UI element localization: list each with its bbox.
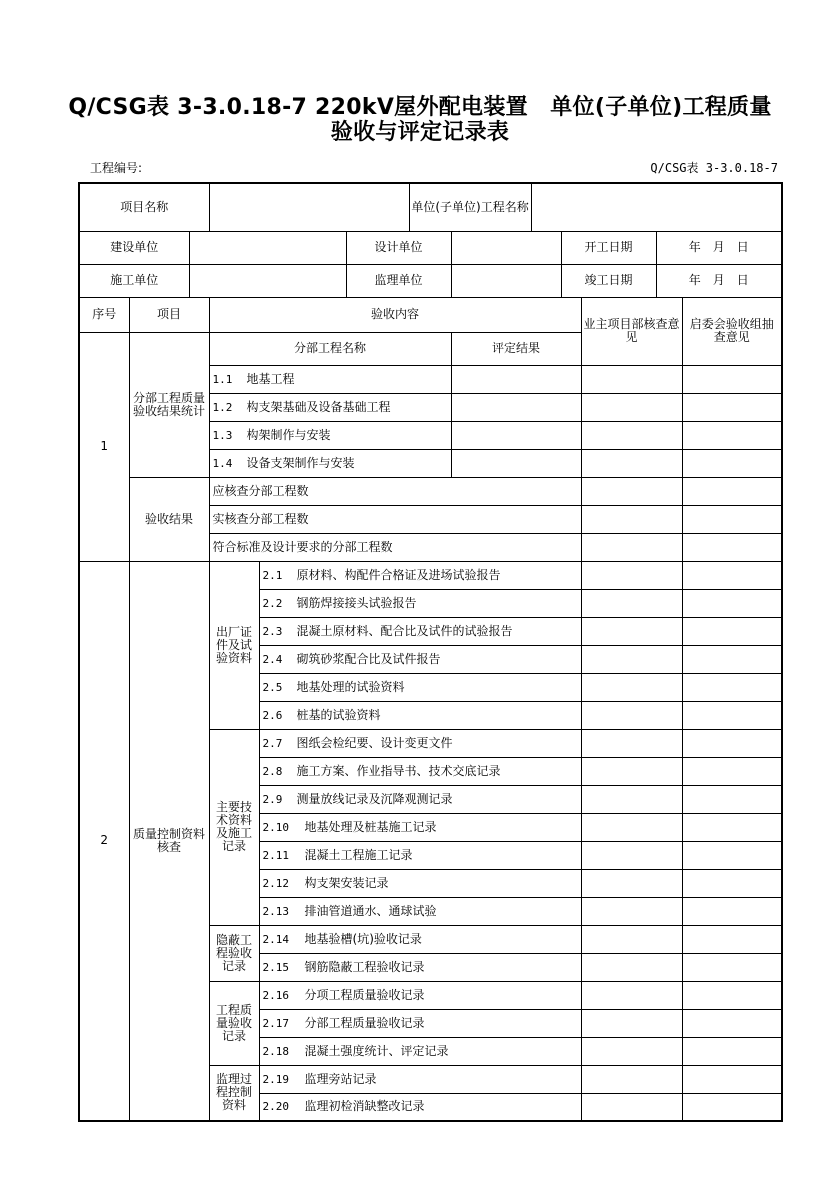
committee-opinion-cell[interactable] (682, 477, 782, 505)
committee-opinion-cell[interactable] (682, 449, 782, 477)
check-item (259, 953, 581, 981)
seq-header: 序号 (79, 297, 129, 332)
check-item (259, 561, 581, 589)
committee-opinion-cell[interactable] (682, 1009, 782, 1037)
subgroup-label: 监理过程控制资料 (209, 1065, 259, 1121)
owner-opinion-cell[interactable] (581, 757, 682, 785)
item-number: 2.18 (262, 1044, 290, 1058)
item-number: 2.8 (262, 764, 283, 778)
acceptance-row-label: 实核查分部工程数 (209, 505, 581, 533)
check-item (259, 785, 581, 813)
result-header: 评定结果 (451, 332, 581, 365)
item-label: 分项工程质量验收记录 (304, 987, 425, 1002)
subgroup-label: 隐蔽工程验收记录 (209, 925, 259, 981)
item-number: 1.4 (212, 456, 233, 470)
section2-seq: 2 (79, 561, 129, 1121)
item-header: 项目 (129, 297, 209, 332)
item-number: 2.19 (262, 1072, 290, 1086)
section2-group: 质量控制资料核查 (129, 561, 209, 1121)
committee-opinion-cell[interactable] (682, 589, 782, 617)
item-label: 排油管道通水、通球试验 (304, 903, 437, 918)
owner-opinion-cell[interactable] (581, 841, 682, 869)
committee-opinion-cell[interactable] (682, 1037, 782, 1065)
item-label: 图纸会检纪要、设计变更文件 (296, 735, 453, 750)
start-date-field[interactable]: 年 月 日 (656, 231, 782, 264)
item-number: 2.20 (262, 1100, 290, 1114)
item-label: 钢筋隐蔽工程验收记录 (304, 959, 425, 974)
evaluation-result-cell[interactable] (451, 393, 581, 421)
item-number: 2.4 (262, 652, 283, 666)
item-number: 2.7 (262, 736, 283, 750)
committee-opinion-cell[interactable] (682, 673, 782, 701)
committee-opinion-cell[interactable] (682, 421, 782, 449)
sub-name-header: 分部工程名称 (209, 332, 451, 365)
item-label: 分部工程质量验收记录 (304, 1015, 425, 1030)
design-unit-field[interactable] (451, 231, 561, 264)
owner-opinion-cell[interactable] (581, 813, 682, 841)
item-label: 混凝土原材料、配合比及试件的试验报告 (296, 623, 513, 638)
sub-project-name (209, 365, 451, 393)
table-row (79, 477, 782, 505)
subgroup-label: 工程质量验收记录 (209, 981, 259, 1065)
finish-date-label: 竣工日期 (561, 264, 656, 297)
committee-opinion-cell[interactable] (682, 953, 782, 981)
item-number: 2.13 (262, 904, 290, 918)
sub-project-name (209, 449, 451, 477)
committee-opinion-cell[interactable] (682, 841, 782, 869)
committee-opinion-cell[interactable] (682, 981, 782, 1009)
build-unit-label: 建设单位 (79, 231, 189, 264)
owner-opinion-cell[interactable] (581, 869, 682, 897)
sub-project-name (209, 393, 451, 421)
owner-opinion-cell[interactable] (581, 561, 682, 589)
check-item (259, 813, 581, 841)
committee-opinion-cell[interactable] (682, 729, 782, 757)
acceptance-record-table (78, 182, 783, 1122)
finish-date-field[interactable]: 年 月 日 (656, 264, 782, 297)
check-item (259, 757, 581, 785)
item-number: 1.2 (212, 400, 233, 414)
committee-opinion-cell[interactable] (682, 869, 782, 897)
item-label: 地基工程 (246, 371, 295, 386)
owner-opinion-cell[interactable] (581, 393, 682, 421)
owner-opinion-cell[interactable] (581, 421, 682, 449)
item-number: 1.1 (212, 372, 233, 386)
section1-group: 分部工程质量验收结果统计 (129, 332, 209, 477)
item-number: 2.14 (262, 932, 290, 946)
committee-opinion-cell[interactable] (682, 505, 782, 533)
unit-project-name-label: 单位(子单位)工程名称 (409, 183, 531, 231)
check-item (259, 589, 581, 617)
owner-opinion-cell[interactable] (581, 953, 682, 981)
item-number: 2.1 (262, 568, 283, 582)
check-item (259, 1093, 581, 1121)
table-row (79, 561, 782, 589)
item-label: 钢筋焊接接头试验报告 (296, 595, 417, 610)
construction-unit-label: 施工单位 (79, 264, 189, 297)
committee-opinion-cell[interactable] (682, 897, 782, 925)
owner-opinion-cell[interactable] (581, 449, 682, 477)
owner-opinion-cell[interactable] (581, 589, 682, 617)
owner-opinion-cell[interactable] (581, 1037, 682, 1065)
owner-opinion-cell[interactable] (581, 897, 682, 925)
committee-opinion-cell[interactable] (682, 925, 782, 953)
owner-opinion-cell[interactable] (581, 365, 682, 393)
evaluation-result-cell[interactable] (451, 421, 581, 449)
build-unit-field[interactable] (189, 231, 346, 264)
item-label: 桩基的试验资料 (296, 707, 381, 722)
item-number: 2.10 (262, 820, 290, 834)
item-label: 测量放线记录及沉降观测记录 (296, 791, 453, 806)
check-item (259, 1065, 581, 1093)
item-label: 地基处理的试验资料 (296, 679, 405, 694)
committee-opinion-cell[interactable] (682, 785, 782, 813)
committee-opinion-cell[interactable] (682, 617, 782, 645)
form-code: Q/CSG表 3-3.0.18-7 (650, 161, 778, 175)
item-label: 设备支架制作与安装 (246, 455, 355, 470)
design-unit-label: 设计单位 (346, 231, 451, 264)
evaluation-result-cell[interactable] (451, 449, 581, 477)
item-label: 构支架安装记录 (304, 875, 389, 890)
check-item (259, 729, 581, 757)
check-item (259, 645, 581, 673)
committee-opinion-cell[interactable] (682, 365, 782, 393)
item-label: 监理初检消缺整改记录 (304, 1099, 425, 1114)
owner-opinion-cell[interactable] (581, 617, 682, 645)
item-label: 原材料、构配件合格证及进场试验报告 (296, 567, 501, 582)
project-name-field[interactable] (209, 183, 409, 231)
committee-opinion-header: 启委会验收组抽查意见 (682, 297, 782, 365)
item-number: 1.3 (212, 428, 233, 442)
owner-opinion-cell[interactable] (581, 645, 682, 673)
check-item (259, 1037, 581, 1065)
check-item (259, 673, 581, 701)
item-label: 砌筑砂浆配合比及试件报告 (296, 651, 441, 666)
owner-opinion-header: 业主项目部核查意见 (581, 297, 682, 365)
check-item (259, 925, 581, 953)
check-item (259, 841, 581, 869)
check-item (259, 701, 581, 729)
item-number: 2.3 (262, 624, 283, 638)
acceptance-row-label: 符合标准及设计要求的分部工程数 (209, 533, 581, 561)
item-label: 地基处理及桩基施工记录 (304, 819, 437, 834)
committee-opinion-cell[interactable] (682, 1093, 782, 1121)
owner-opinion-cell[interactable] (581, 673, 682, 701)
start-date-label: 开工日期 (561, 231, 656, 264)
committee-opinion-cell[interactable] (682, 1065, 782, 1093)
item-number: 2.9 (262, 792, 283, 806)
supervision-unit-field[interactable] (451, 264, 561, 297)
committee-opinion-cell[interactable] (682, 533, 782, 561)
item-number: 2.15 (262, 960, 290, 974)
owner-opinion-cell[interactable] (581, 505, 682, 533)
item-number: 2.16 (262, 988, 290, 1002)
check-item (259, 1009, 581, 1037)
acceptance-row-label: 应核查分部工程数 (209, 477, 581, 505)
item-number: 2.5 (262, 680, 283, 694)
item-label: 监理旁站记录 (304, 1071, 377, 1086)
committee-opinion-cell[interactable] (682, 561, 782, 589)
subgroup-label: 主要技术资料及施工记录 (209, 729, 259, 925)
project-no-label: 工程编号: (90, 161, 143, 175)
owner-opinion-cell[interactable] (581, 1093, 682, 1121)
sub-project-name (209, 421, 451, 449)
owner-opinion-cell[interactable] (581, 1065, 682, 1093)
item-number: 2.11 (262, 848, 290, 862)
check-item (259, 897, 581, 925)
check-item (259, 981, 581, 1009)
item-number: 2.2 (262, 596, 283, 610)
evaluation-result-cell[interactable] (451, 365, 581, 393)
owner-opinion-cell[interactable] (581, 533, 682, 561)
item-label: 混凝土工程施工记录 (304, 847, 413, 862)
project-name-label: 项目名称 (79, 183, 209, 231)
page-title: Q/CSG表 3-3.0.18-7 220kV屋外配电装置 单位(子单位)工程质量验收与评定记录表 (68, 95, 772, 145)
owner-opinion-cell[interactable] (581, 925, 682, 953)
check-item (259, 617, 581, 645)
item-label: 混凝土强度统计、评定记录 (304, 1043, 449, 1058)
owner-opinion-cell[interactable] (581, 477, 682, 505)
owner-opinion-cell[interactable] (581, 729, 682, 757)
committee-opinion-cell[interactable] (682, 757, 782, 785)
committee-opinion-cell[interactable] (682, 701, 782, 729)
subgroup-label: 出厂证件及试验资料 (209, 561, 259, 729)
unit-project-name-field[interactable] (531, 183, 782, 231)
owner-opinion-cell[interactable] (581, 701, 682, 729)
owner-opinion-cell[interactable] (581, 981, 682, 1009)
item-number: 2.17 (262, 1016, 290, 1030)
item-label: 施工方案、作业指导书、技术交底记录 (296, 763, 501, 778)
supervision-unit-label: 监理单位 (346, 264, 451, 297)
content-header: 验收内容 (209, 297, 581, 332)
acceptance-result-label: 验收结果 (129, 477, 209, 561)
item-number: 2.6 (262, 708, 283, 722)
committee-opinion-cell[interactable] (682, 393, 782, 421)
check-item (259, 869, 581, 897)
committee-opinion-cell[interactable] (682, 645, 782, 673)
item-label: 地基验槽(坑)验收记录 (304, 931, 422, 946)
item-label: 构支架基础及设备基础工程 (246, 399, 391, 414)
section1-seq: 1 (79, 332, 129, 561)
item-number: 2.12 (262, 876, 290, 890)
committee-opinion-cell[interactable] (682, 813, 782, 841)
owner-opinion-cell[interactable] (581, 785, 682, 813)
construction-unit-field[interactable] (189, 264, 346, 297)
item-label: 构架制作与安装 (246, 427, 331, 442)
owner-opinion-cell[interactable] (581, 1009, 682, 1037)
